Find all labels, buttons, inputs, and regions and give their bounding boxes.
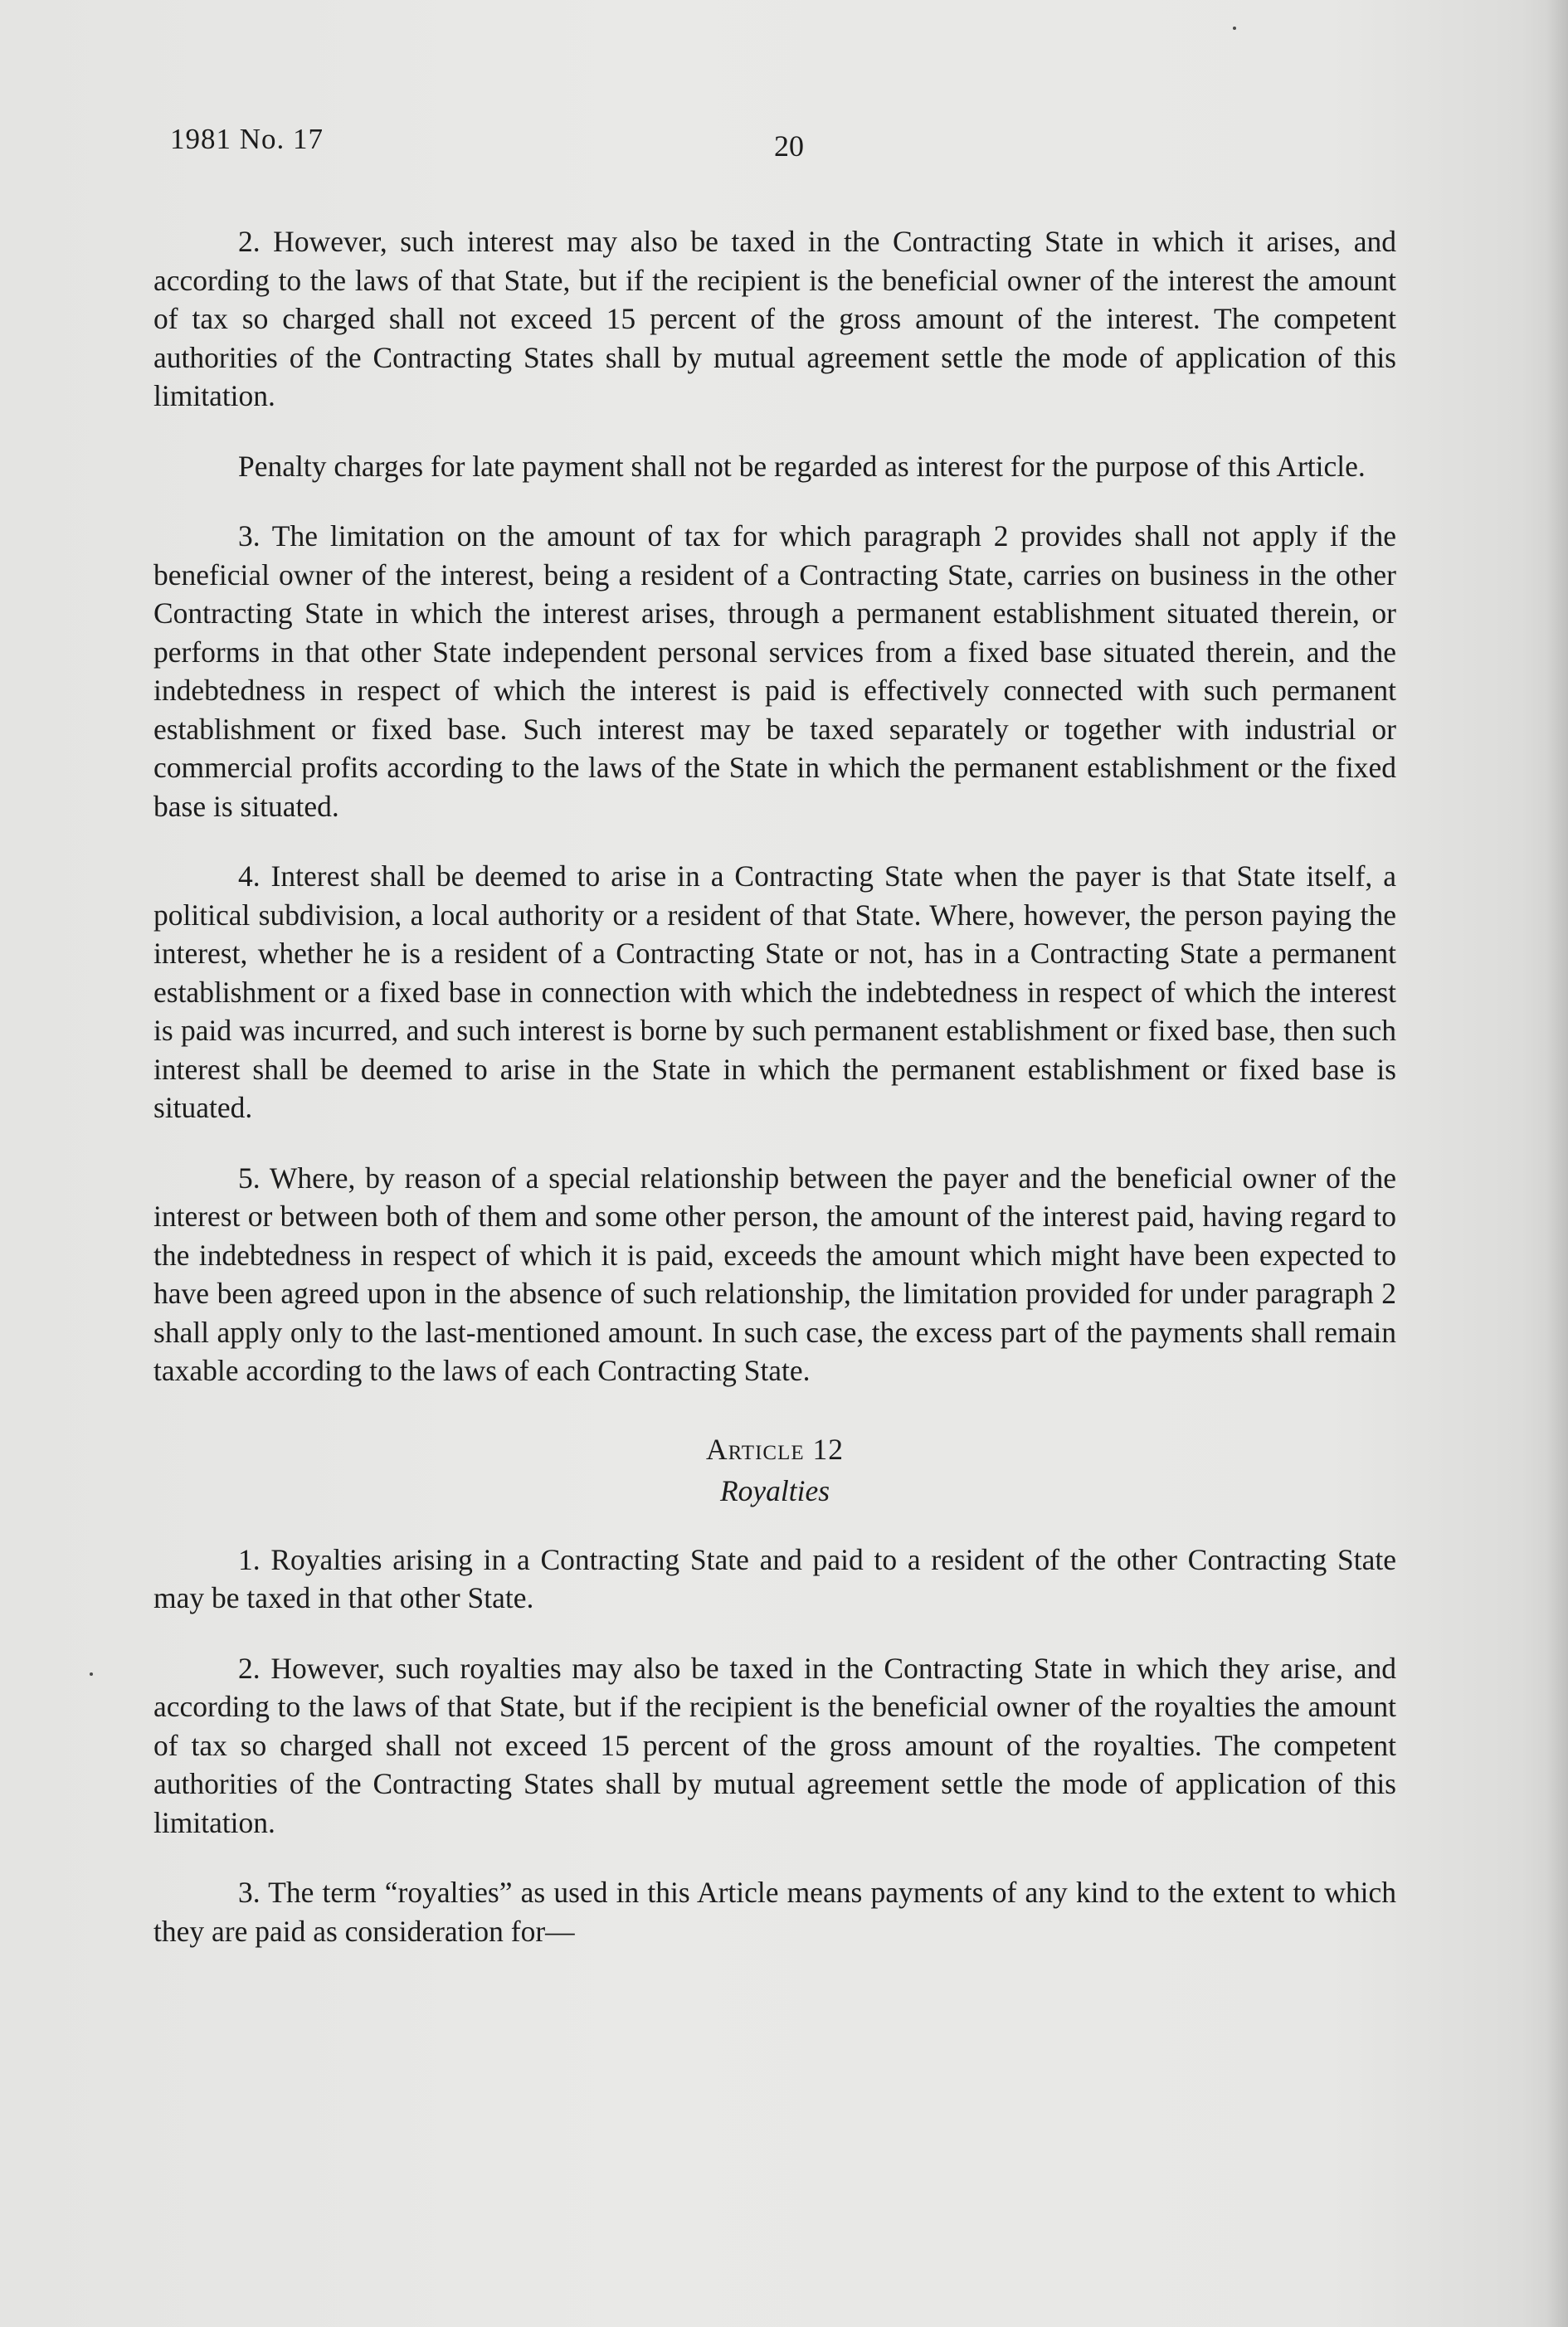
article-title: Royalties bbox=[719, 1474, 830, 1507]
scan-speck bbox=[90, 1672, 93, 1676]
article-12-paragraph-3: 3. The term “royalties” as used in this Article means payments of any kind to the extent to which they are paid as consideration for— bbox=[153, 1876, 1396, 1948]
paragraph-3: 3. The limitation on the amount of tax for which paragraph 2 provides shall not apply if the beneficial owner of the interest, being a resident of a Contracting State, carries on business in the other Contracting State in which the interest arises, through a permanent establishment situated therein, or performs in that other State independent personal services from a fixed base situated therein, and the indebtedness in respect of which the interest is paid is effectively connected with such permanent establishment or fixed base. Such interest may be taxed separately or together with industrial or commercial profits according to the laws of the State in which the permanent establishment or the fixed base is situated. bbox=[153, 519, 1396, 823]
scan-speck bbox=[1233, 27, 1236, 30]
document-body bbox=[153, 222, 1396, 1982]
document-reference: 1981 No. 17 bbox=[170, 123, 324, 155]
article-12-paragraph-2: 2. However, such royalties may also be taxed in the Contracting State in which they arise, and according to the laws of that State, but if the recipient is the beneficial owner of the royalties the amount of tax so charged shall not exceed 15 percent of the gross amount of the royalties. The competent authorities of the Contracting States shall by mutual agreement settle the mode of application of this limitation. bbox=[153, 1651, 1396, 1839]
page-number: 20 bbox=[774, 129, 804, 163]
paragraph-penalty: Penalty charges for late payment shall not be regarded as interest for the purpose of this Article. bbox=[238, 449, 1366, 483]
article-heading: Article 12 bbox=[706, 1432, 844, 1466]
paragraph-4: 4. Interest shall be deemed to arise in a Contracting State when the payer is that State itself, a political subdivision, a local authority or a resident of that State. Where, however, the person paying the interest, whether he is a resident of a Contracting State or not, has in a Contracting State a permanent establishment or a fixed base in connection with which the indebtedness in respect of which the interest is paid was incurred, and such interest is borne by such permanent establishment or fixed base, then such interest shall be deemed to arise in the State in which the permanent establishment or fixed base is situated. bbox=[153, 859, 1396, 1124]
article-12-paragraph-1: 1. Royalties arising in a Contracting State and paid to a resident of the other Contracting State may be taxed in that other State. bbox=[153, 1542, 1396, 1614]
page-edge-shadow bbox=[1546, 0, 1568, 2327]
paragraph-2: 2. However, such interest may also be taxed in the Contracting State in which it arises, and according to the laws of that State, but if the recipient is the beneficial owner of the interest the amount of tax so charged shall not exceed 15 percent of the gross amount of the interest. The competent authorities of the Contracting States shall by mutual agreement settle the mode of application of this limitation. bbox=[153, 225, 1396, 412]
paragraph-5: 5. Where, by reason of a special relationship between the payer and the beneficial owner of the interest or between both of them and some other person, the amount of the interest paid, having regard to the indebtedness in respect of which it is paid, exceeds the amount which might have been expected to have been agreed upon in the absence of such relationship, the limitation provided for under paragraph 2 shall apply only to the last-mentioned amount. In such case, the excess part of the payments shall remain taxable according to the laws of each Contracting State. bbox=[153, 1161, 1396, 1387]
